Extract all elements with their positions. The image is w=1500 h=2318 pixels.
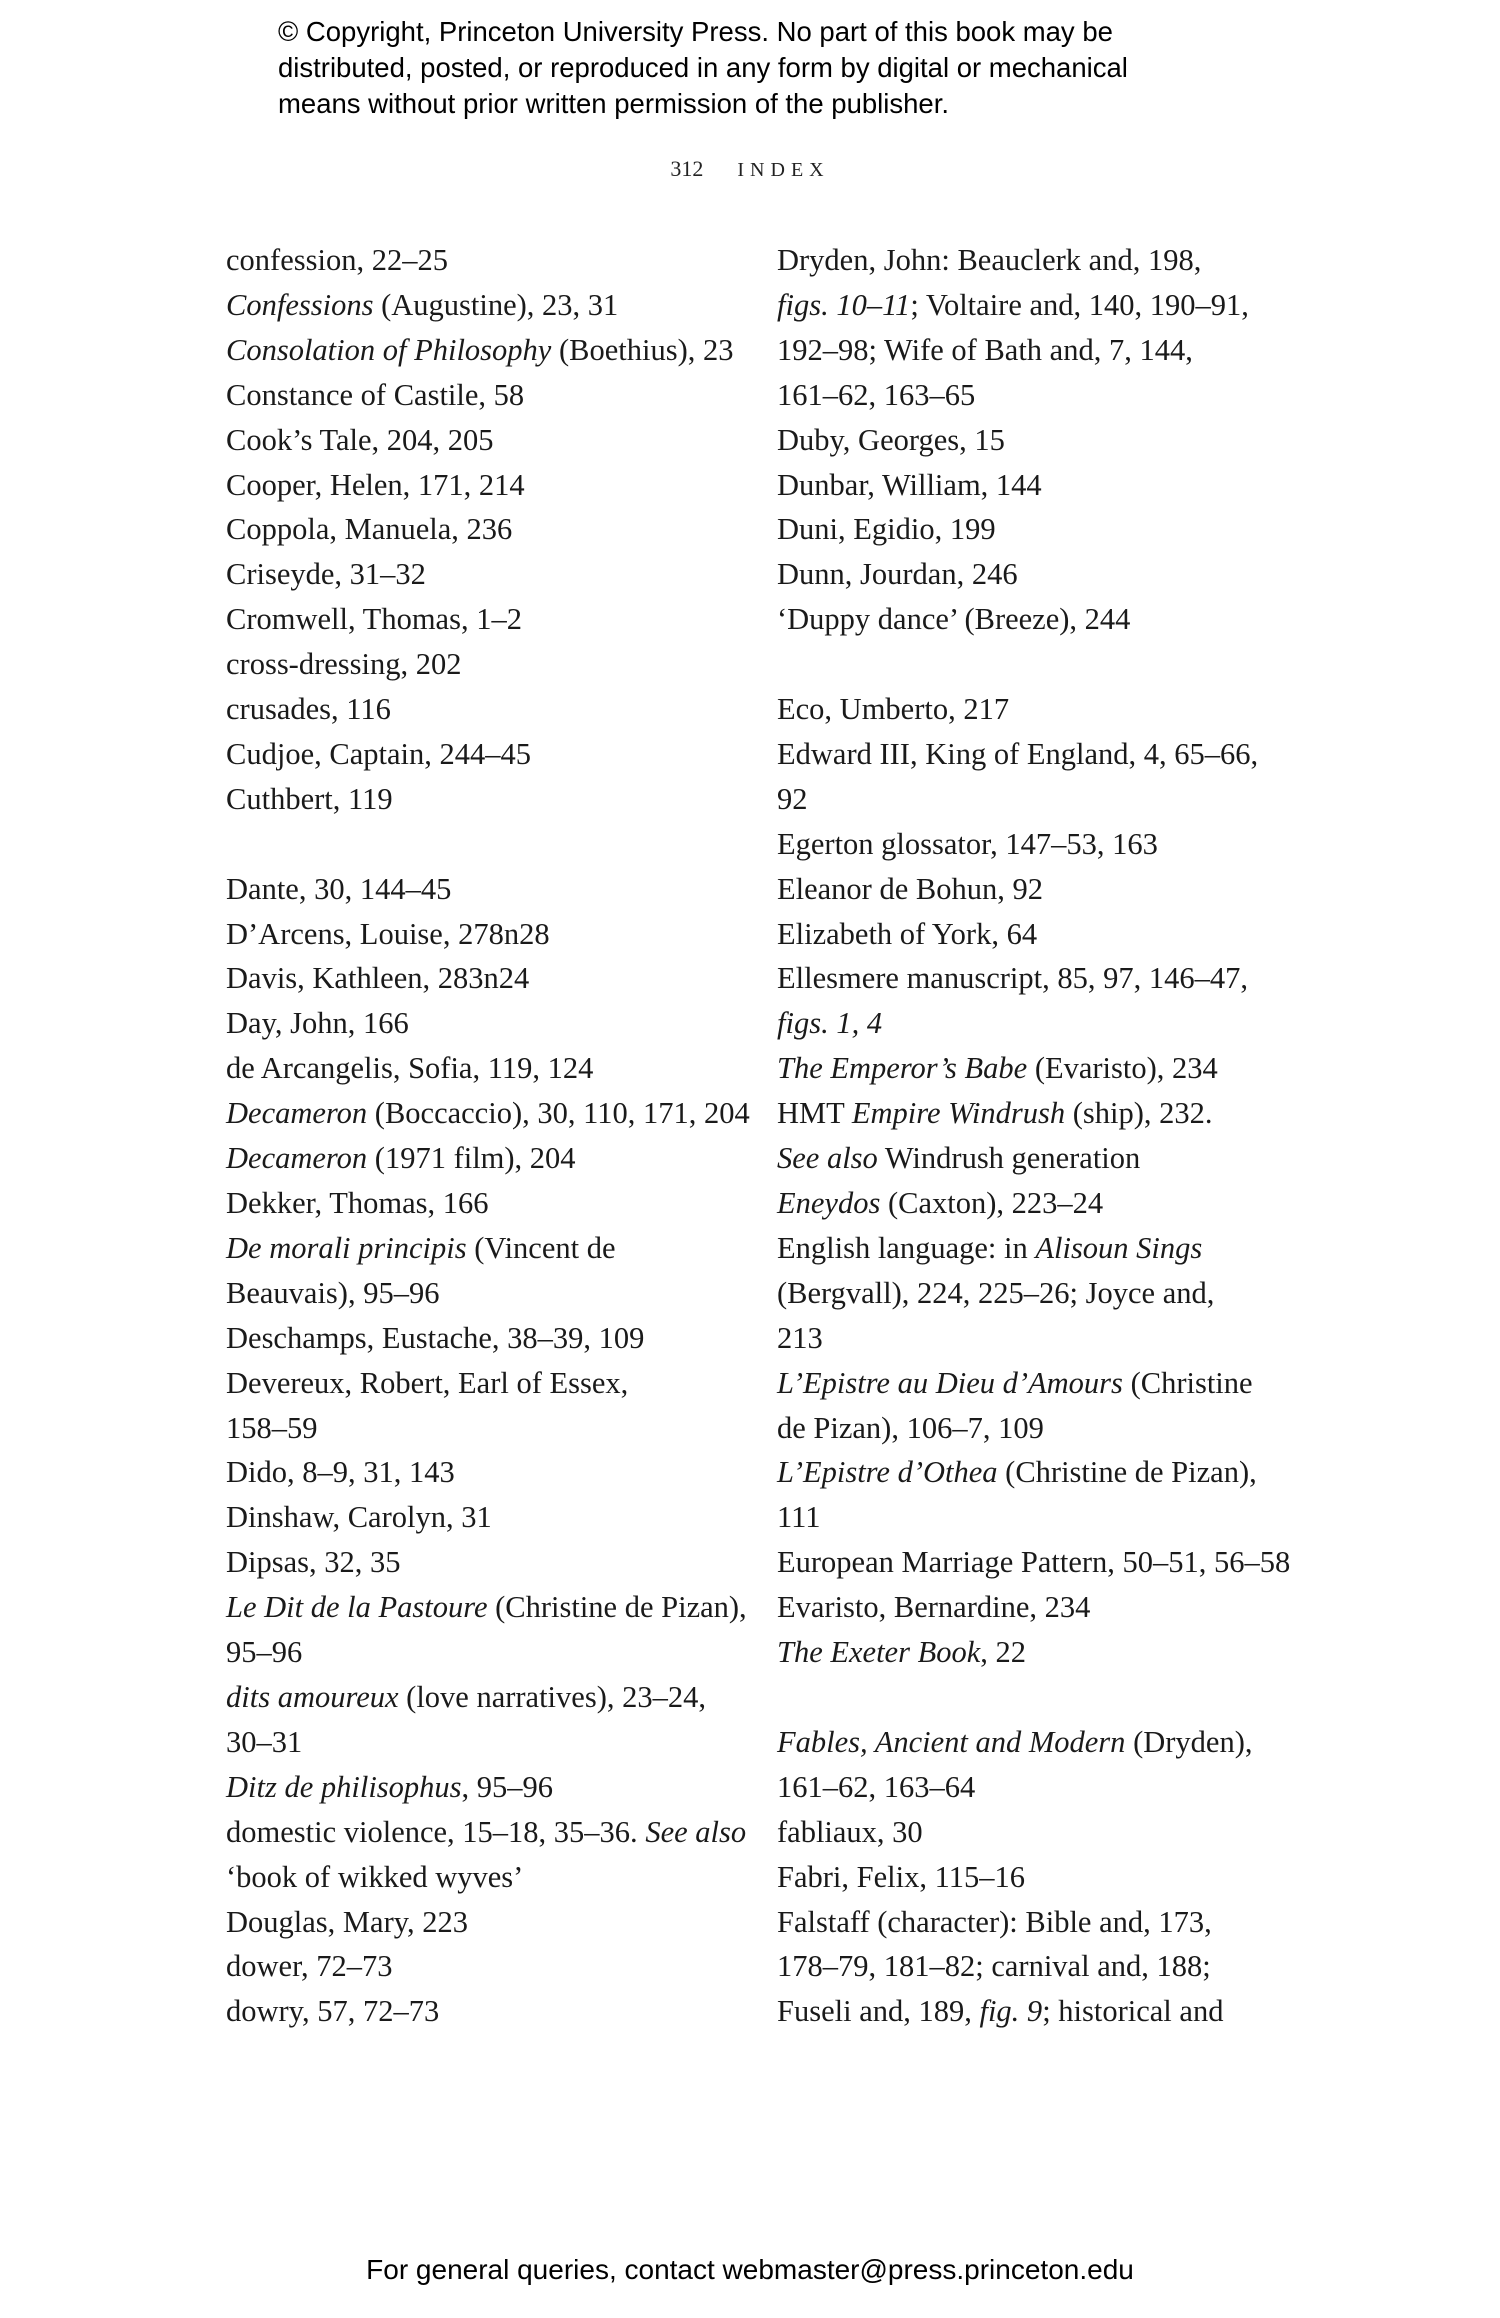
entry-continuation-line — [777, 1136, 1317, 1181]
italic-title: See also — [777, 1141, 878, 1176]
index-entry — [777, 238, 1317, 418]
entry-line — [226, 777, 766, 822]
running-head — [0, 156, 1500, 182]
entry-text: , 22 — [980, 1635, 1027, 1670]
entry-text: (Boccaccio), 30, 110, 171, 204 — [367, 1096, 750, 1131]
italic-title: Ditz de philisophus — [226, 1769, 462, 1804]
entry-line — [226, 1001, 766, 1046]
entry-text: Elizabeth of York, 64 — [777, 916, 1038, 951]
entry-text: Cuthbert, 119 — [226, 781, 393, 816]
entry-text: Cudjoe, Captain, 244–45 — [226, 736, 531, 771]
entry-text: Cromwell, Thomas, 1–2 — [226, 602, 522, 637]
entry-text: Davis, Kathleen, 283n24 — [226, 961, 530, 996]
entry-continuation-line — [226, 1406, 766, 1451]
index-entry — [226, 867, 766, 912]
index-entry — [777, 1630, 1317, 1675]
entry-text: Duby, Georges, 15 — [777, 422, 1005, 457]
entry-line — [777, 1540, 1317, 1585]
index-entry — [226, 1001, 766, 1046]
entry-line — [777, 1450, 1317, 1495]
entry-text: Douglas, Mary, 223 — [226, 1904, 468, 1939]
entry-text: (Caxton), 223–24 — [880, 1186, 1104, 1221]
entry-line — [777, 687, 1317, 732]
entry-text: 95–96 — [226, 1635, 303, 1670]
entry-line — [777, 597, 1317, 642]
entry-continuation-line — [777, 283, 1317, 328]
italic-title: Eneydos — [777, 1186, 881, 1221]
index-entry — [226, 777, 766, 822]
italic-title: Le Dit de la Pastoure — [226, 1590, 488, 1625]
copyright-line: distributed, posted, or reproduced in any form by digital or mechanical — [278, 52, 1128, 83]
entry-text: Dryden, John: Beauclerk and, 198, — [777, 243, 1202, 277]
entry-text: HMT — [777, 1096, 852, 1131]
index-entry — [777, 418, 1317, 463]
entry-line — [777, 1226, 1317, 1271]
entry-line — [226, 1181, 766, 1226]
entry-line — [226, 238, 766, 283]
entry-text: (Vincent de — [466, 1230, 616, 1265]
entry-line — [777, 732, 1317, 777]
index-entry — [777, 463, 1317, 508]
entry-text: Criseyde, 31–32 — [226, 557, 426, 592]
index-entry — [777, 1585, 1317, 1630]
index-entry — [226, 1046, 766, 1091]
index-entry — [777, 1361, 1317, 1451]
letter-group-gap — [226, 822, 766, 867]
entry-line — [226, 1989, 766, 2034]
entry-text: Duni, Egidio, 199 — [777, 512, 996, 547]
index-entry — [226, 1495, 766, 1540]
entry-line — [226, 328, 766, 373]
index-entry — [777, 1450, 1317, 1540]
italic-title: Decameron — [226, 1096, 368, 1131]
entry-text: 30–31 — [226, 1724, 303, 1759]
entry-line — [226, 1450, 766, 1495]
index-entry — [226, 1540, 766, 1585]
letter-group-gap — [777, 642, 1317, 687]
index-entry — [226, 1810, 766, 1900]
entry-line — [226, 1316, 766, 1361]
entry-continuation-line — [777, 328, 1317, 373]
entry-line — [226, 956, 766, 1001]
entry-line — [226, 507, 766, 552]
entry-line — [226, 1900, 766, 1945]
entry-line — [226, 1361, 766, 1406]
index-entry — [226, 687, 766, 732]
index-entry — [777, 1540, 1317, 1585]
entry-line — [226, 552, 766, 597]
entry-text: dower, 72–73 — [226, 1949, 393, 1984]
letter-group-gap — [777, 1675, 1317, 1720]
entry-text: (Christine de Pizan), — [487, 1590, 747, 1625]
index-entry — [777, 1181, 1317, 1226]
page-number: 312 — [670, 156, 704, 181]
entry-line — [226, 642, 766, 687]
entry-text: (Boethius), 23 — [551, 332, 734, 367]
index-entry — [226, 463, 766, 508]
entry-text: Dunbar, William, 144 — [777, 467, 1042, 502]
entry-text: English language: in — [777, 1230, 1036, 1265]
entry-text: crusades, 116 — [226, 692, 391, 727]
entry-continuation-line — [777, 1316, 1317, 1361]
entry-text: Cook’s Tale, 204, 205 — [226, 422, 494, 457]
entry-line — [226, 418, 766, 463]
entry-continuation-line — [777, 1271, 1317, 1316]
index-entry — [226, 732, 766, 777]
italic-title: Confessions — [226, 287, 374, 322]
entry-continuation-line — [777, 1765, 1317, 1810]
entry-continuation-line — [777, 777, 1317, 822]
entry-line — [777, 238, 1317, 283]
entry-text: fabliaux, 30 — [777, 1814, 923, 1849]
entry-text: (ship), 232. — [1065, 1096, 1213, 1131]
entry-line — [226, 1046, 766, 1091]
italic-title: De morali principis — [226, 1230, 467, 1265]
italic-title: L’Epistre au Dieu d’Amours — [777, 1365, 1123, 1400]
copyright-notice — [278, 14, 1278, 122]
entry-text: (Dryden), — [1125, 1724, 1253, 1759]
italic-title: The Emperor’s Babe — [777, 1051, 1028, 1086]
entry-text: Day, John, 166 — [226, 1006, 409, 1041]
entry-text: Dipsas, 32, 35 — [226, 1545, 401, 1580]
index-entry — [226, 373, 766, 418]
entry-line — [226, 373, 766, 418]
entry-text: Egerton glossator, 147–53, 163 — [777, 826, 1158, 861]
italic-title: fig. 9 — [979, 1994, 1043, 2029]
copyright-line: means without prior written permission of the publisher. — [278, 88, 950, 119]
entry-line — [777, 552, 1317, 597]
index-entry — [777, 1900, 1317, 2035]
entry-text: Ellesmere manuscript, 85, 97, 146–47, — [777, 961, 1248, 996]
entry-text: (1971 film), 204 — [367, 1141, 576, 1176]
entry-line — [226, 687, 766, 732]
index-entry — [777, 732, 1317, 822]
entry-text: cross-dressing, 202 — [226, 647, 462, 682]
index-entry — [226, 642, 766, 687]
entry-text: Eco, Umberto, 217 — [777, 692, 1010, 727]
entry-line — [777, 1855, 1317, 1900]
entry-line — [777, 1900, 1317, 1945]
italic-title: figs. 1, 4 — [777, 1006, 883, 1041]
entry-text: Constance of Castile, 58 — [226, 377, 525, 412]
entry-text: Dido, 8–9, 31, 143 — [226, 1455, 455, 1490]
entry-line — [226, 1765, 766, 1810]
italic-title: Alisoun Sings — [1035, 1230, 1203, 1265]
italic-title: Consolation of Philosophy — [226, 332, 552, 367]
entry-continuation-line — [777, 1406, 1317, 1451]
entry-continuation-line — [777, 1495, 1317, 1540]
index-entry — [226, 283, 766, 328]
index-entry — [226, 1765, 766, 1810]
entry-text: Deschamps, Eustache, 38–39, 109 — [226, 1320, 645, 1355]
entry-line — [226, 597, 766, 642]
entry-text: 213 — [777, 1320, 823, 1355]
entry-line — [226, 732, 766, 777]
entry-continuation-line — [777, 373, 1317, 418]
entry-text: (Evaristo), 234 — [1027, 1051, 1218, 1086]
index-entry — [226, 1944, 766, 1989]
italic-title: L’Epistre d’Othea — [777, 1455, 998, 1490]
index-entry — [777, 1226, 1317, 1361]
entry-line — [226, 1091, 766, 1136]
index-entry — [226, 912, 766, 957]
entry-text: Dunn, Jourdan, 246 — [777, 557, 1018, 592]
entry-line — [777, 1585, 1317, 1630]
index-entry — [777, 687, 1317, 732]
entry-text: Cooper, Helen, 171, 214 — [226, 467, 525, 502]
footer-contact: For general queries, contact webmaster@press.princeton.edu — [366, 2254, 1134, 2285]
entry-text: European Marriage Pattern, 50–51, 56–58 — [777, 1545, 1291, 1580]
entry-text: 111 — [777, 1500, 821, 1535]
entry-text: ‘Duppy dance’ (Breeze), 244 — [777, 602, 1131, 637]
entry-text: (Christine de Pizan), — [997, 1455, 1257, 1490]
index-entry — [777, 1720, 1317, 1810]
entry-text: domestic violence, 15–18, 35–36. — [226, 1814, 646, 1849]
italic-title: dits amoureux — [226, 1679, 399, 1714]
index-entry — [777, 912, 1317, 957]
index-entry — [777, 956, 1317, 1046]
entry-line — [777, 822, 1317, 867]
entry-text: dowry, 57, 72–73 — [226, 1994, 440, 2029]
index-entry — [226, 1181, 766, 1226]
index-entry — [226, 507, 766, 552]
entry-text: ; Voltaire and, 140, 190–91, — [910, 287, 1249, 322]
entry-line — [777, 418, 1317, 463]
index-entry — [226, 1675, 766, 1765]
entry-text: ‘book of wikked wyves’ — [226, 1859, 524, 1894]
entry-line — [777, 912, 1317, 957]
entry-line — [777, 1810, 1317, 1855]
index-entry — [226, 1136, 766, 1181]
entry-line — [777, 1720, 1317, 1765]
index-entry — [226, 418, 766, 463]
entry-line — [226, 1944, 766, 1989]
entry-text: Dante, 30, 144–45 — [226, 871, 452, 906]
entry-line — [226, 1226, 766, 1271]
entry-text: 161–62, 163–64 — [777, 1769, 976, 1804]
entry-text: Fabri, Felix, 115–16 — [777, 1859, 1025, 1894]
entry-text: 158–59 — [226, 1410, 318, 1445]
entry-text: 92 — [777, 781, 808, 816]
index-entry — [226, 1361, 766, 1451]
index-entry — [777, 507, 1317, 552]
entry-text: de Arcangelis, Sofia, 119, 124 — [226, 1051, 594, 1086]
entry-text: Fuseli and, 189, — [777, 1994, 980, 2029]
entry-line — [777, 463, 1317, 508]
entry-continuation-line — [777, 1989, 1317, 2034]
entry-line — [777, 867, 1317, 912]
index-entry — [226, 552, 766, 597]
italic-title: Decameron — [226, 1141, 368, 1176]
entry-line — [226, 283, 766, 328]
italic-title: See also — [645, 1814, 747, 1849]
entry-line — [226, 867, 766, 912]
index-entry — [777, 597, 1317, 642]
entry-line — [226, 912, 766, 957]
entry-continuation-line — [226, 1271, 766, 1316]
italic-title: The Exeter Book — [777, 1635, 981, 1670]
entry-continuation-line — [226, 1720, 766, 1765]
index-entry — [777, 1810, 1317, 1855]
entry-line — [777, 507, 1317, 552]
entry-text: Edward III, King of England, 4, 65–66, — [777, 736, 1259, 771]
entry-text: Devereux, Robert, Earl of Essex, — [226, 1365, 629, 1400]
index-entry — [226, 238, 766, 283]
entry-line — [777, 956, 1317, 1001]
italic-title: figs. 10–11 — [777, 287, 911, 322]
entry-text: Falstaff (character): Bible and, 173, — [777, 1904, 1212, 1939]
index-entry — [777, 1091, 1317, 1181]
entry-text: Coppola, Manuela, 236 — [226, 512, 513, 547]
entry-line — [226, 463, 766, 508]
index-entry — [226, 1091, 766, 1136]
entry-text: ; historical and — [1042, 1994, 1224, 2029]
entry-continuation-line — [777, 1944, 1317, 1989]
entry-text: de Pizan), 106–7, 109 — [777, 1410, 1044, 1445]
entry-text: (love narratives), 23–24, — [398, 1679, 706, 1714]
index-column-left — [226, 238, 766, 2034]
entry-line — [777, 1361, 1317, 1406]
entry-line — [777, 1630, 1317, 1675]
entry-text: 161–62, 163–65 — [777, 377, 976, 412]
index-entry — [777, 1855, 1317, 1900]
entry-continuation-line — [226, 1630, 766, 1675]
index-entry — [226, 1585, 766, 1675]
index-column-right — [777, 238, 1317, 2034]
index-entry — [226, 328, 766, 373]
page-title: INDEX — [737, 159, 830, 181]
entry-text: Windrush generation — [877, 1141, 1141, 1176]
entry-continuation-line — [226, 1855, 766, 1900]
entry-line — [226, 1136, 766, 1181]
entry-text: D’Arcens, Louise, 278n28 — [226, 916, 550, 951]
entry-line — [777, 1046, 1317, 1091]
entry-line — [226, 1540, 766, 1585]
index-entry — [226, 956, 766, 1001]
italic-title: Empire Windrush — [851, 1096, 1066, 1131]
entry-text: 178–79, 181–82; carnival and, 188; — [777, 1949, 1211, 1984]
entry-text: , 95–96 — [461, 1769, 554, 1804]
entry-line — [226, 1675, 766, 1720]
entry-text: Eleanor de Bohun, 92 — [777, 871, 1043, 906]
index-entry — [226, 1450, 766, 1495]
index-entry — [226, 1226, 766, 1316]
entry-line — [226, 1495, 766, 1540]
entry-text: 192–98; Wife of Bath and, 7, 144, — [777, 332, 1193, 367]
index-entry — [226, 597, 766, 642]
index-entry — [777, 867, 1317, 912]
index-entry — [226, 1989, 766, 2034]
entry-text: Dinshaw, Carolyn, 31 — [226, 1500, 492, 1535]
entry-text: Dekker, Thomas, 166 — [226, 1186, 489, 1221]
entry-text: (Augustine), 23, 31 — [373, 287, 619, 322]
entry-text: Beauvais), 95–96 — [226, 1275, 440, 1310]
entry-line — [226, 1810, 766, 1855]
italic-title: Fables, Ancient and Modern — [777, 1724, 1126, 1759]
index-entry — [226, 1316, 766, 1361]
entry-line — [777, 1091, 1317, 1136]
entry-line — [777, 1181, 1317, 1226]
index-entry — [226, 1900, 766, 1945]
entry-text: (Christine — [1122, 1365, 1253, 1400]
entry-continuation-line — [777, 1001, 1317, 1046]
index-entry — [777, 822, 1317, 867]
entry-text: (Bergvall), 224, 225–26; Joyce and, — [777, 1275, 1215, 1310]
entry-text: Evaristo, Bernardine, 234 — [777, 1590, 1091, 1625]
index-entry — [777, 1046, 1317, 1091]
entry-text: confession, 22–25 — [226, 243, 448, 277]
entry-line — [226, 1585, 766, 1630]
copyright-line: © Copyright, Princeton University Press. No part of this book may be — [278, 16, 1113, 47]
index-entry — [777, 552, 1317, 597]
